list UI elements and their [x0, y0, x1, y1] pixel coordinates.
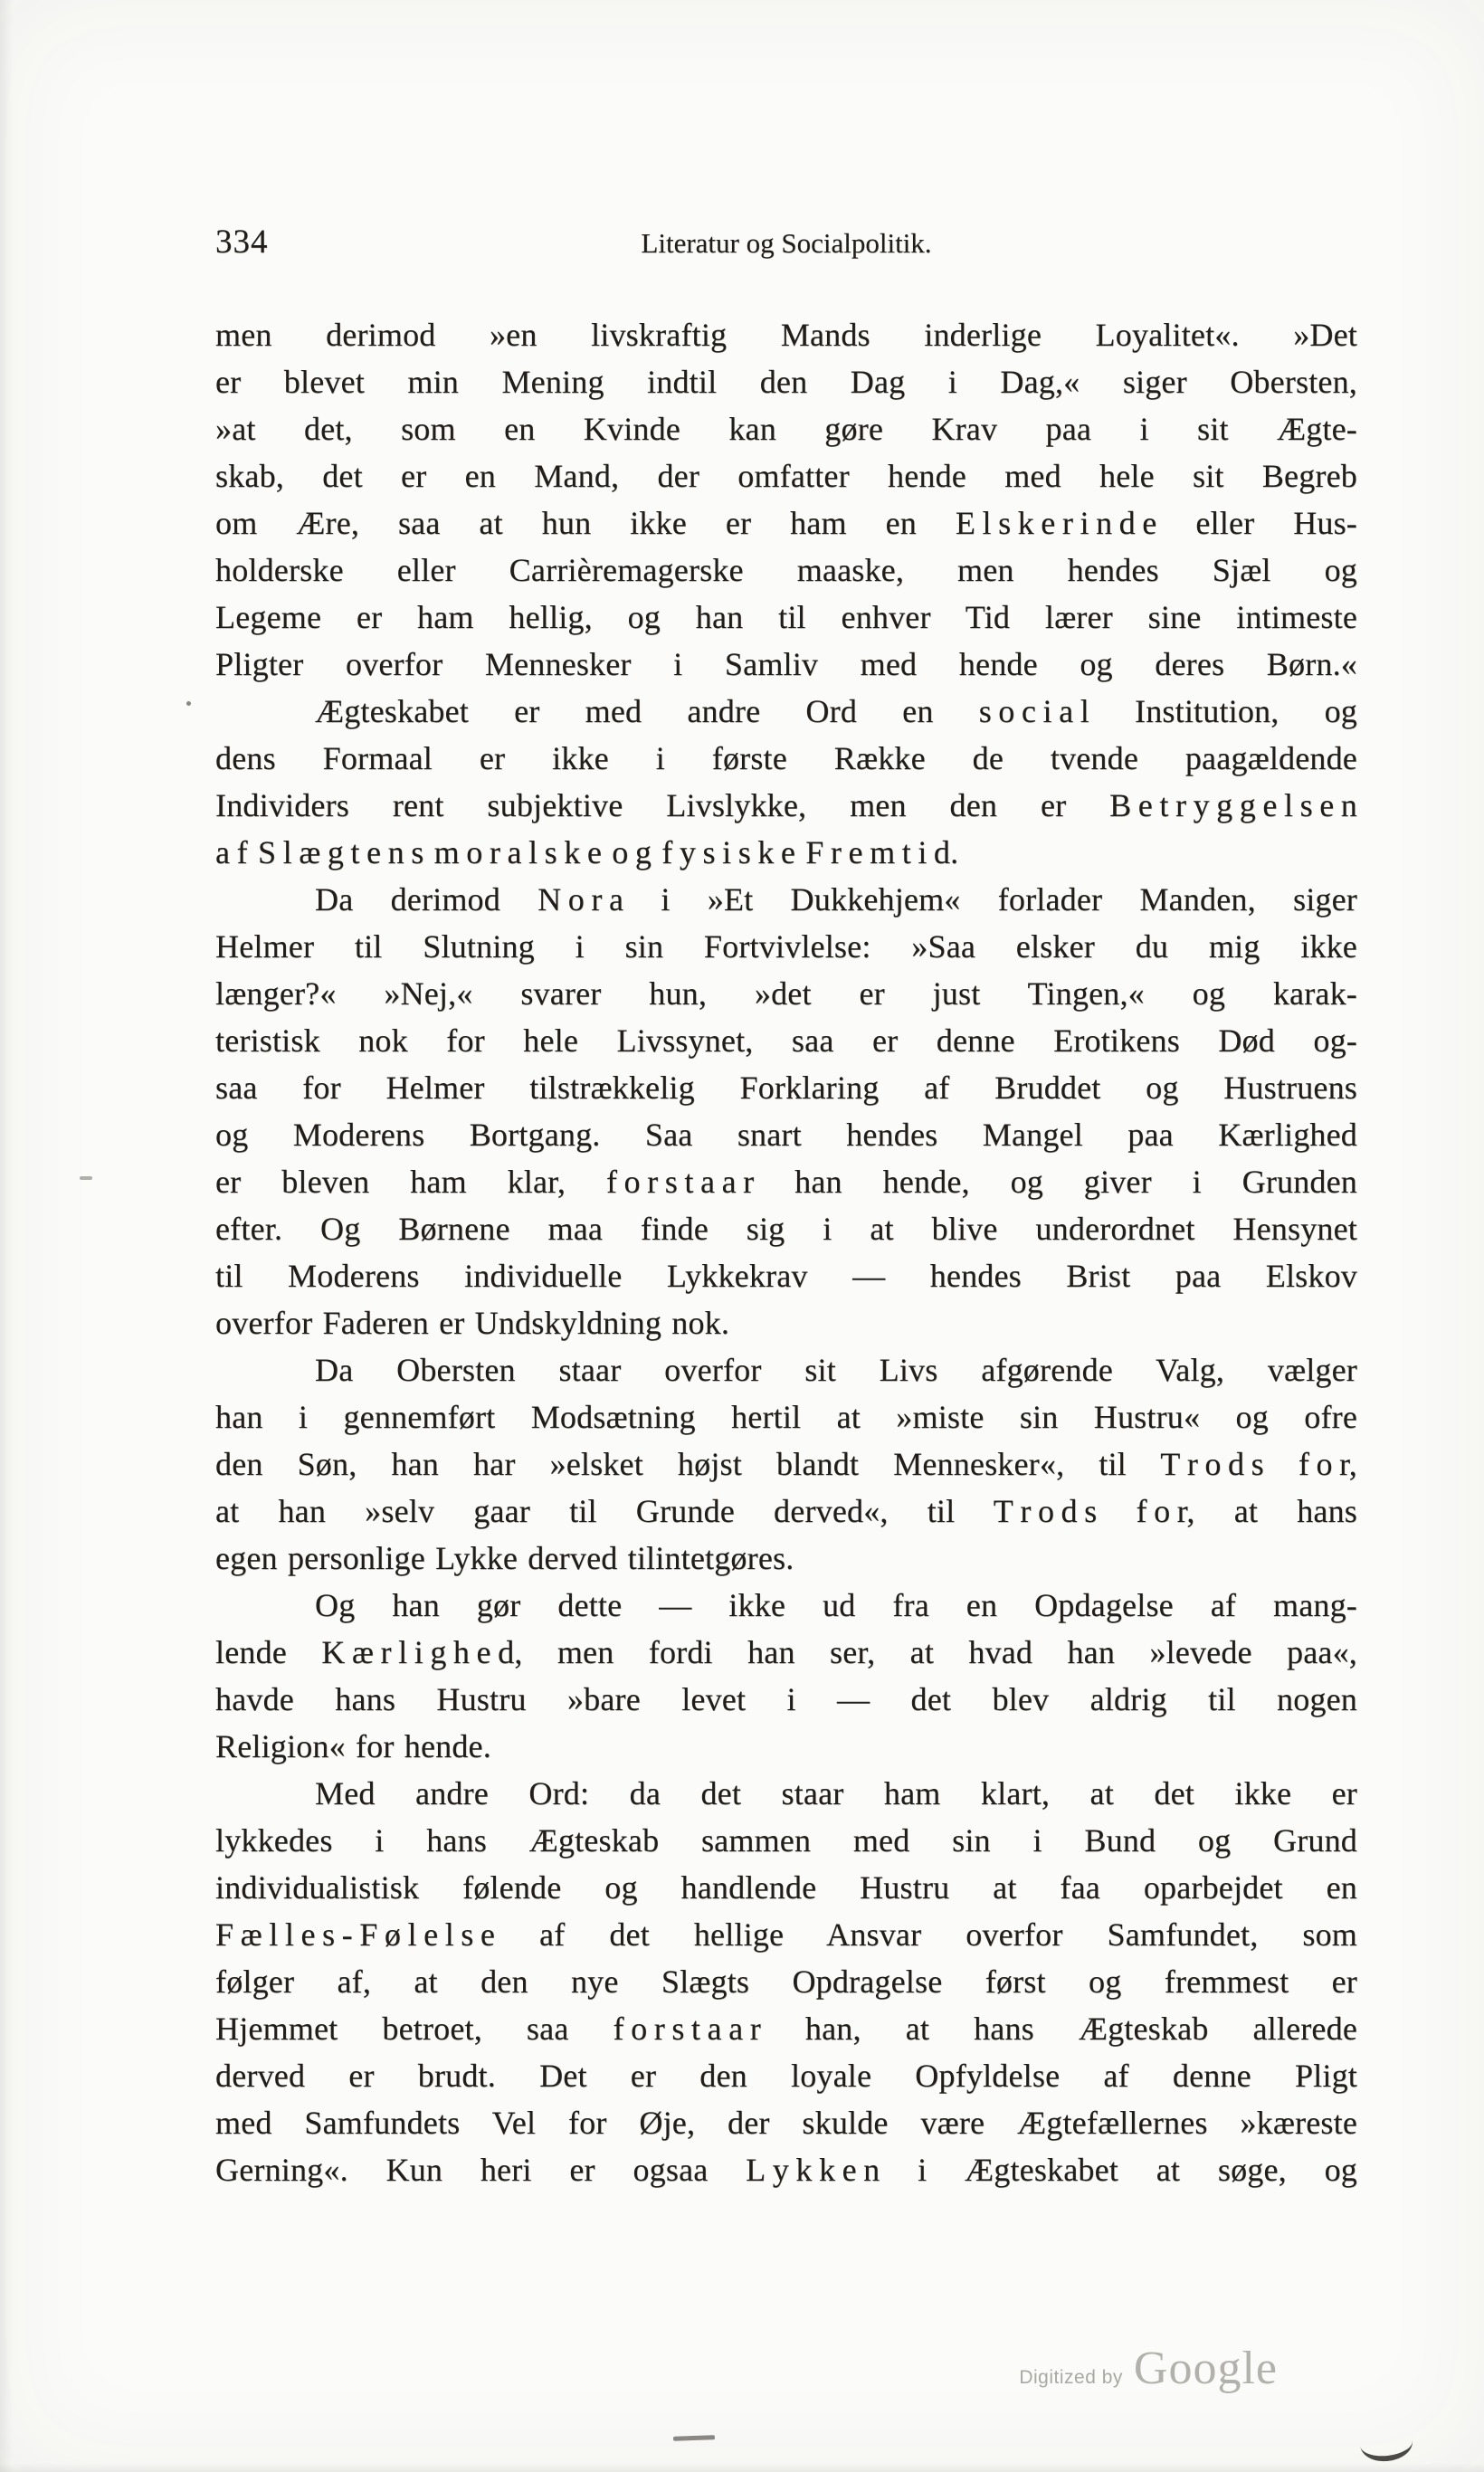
text-line: er bleven ham klar, f o r s t a a r han hende, og giver i Grunden: [215, 1164, 1357, 1200]
google-logo: Google: [1133, 2343, 1278, 2394]
text-line: lende K æ r l i g h e d, men fordi han ser, at hvad han »levede paa«,: [215, 1634, 1357, 1670]
text-line: men derimod »en livskraftig Mands inderlige Loyalitet«. »Det: [215, 317, 1357, 353]
scan-edge-shadow-bottom: [0, 2463, 1484, 2472]
scan-artifact-dash: [673, 2435, 715, 2441]
text-line: Religion« for hende.: [215, 1728, 491, 1764]
text-line: Da derimod N o r a i »Et Dukkehjem« forlader Manden, siger: [315, 881, 1357, 917]
paragraph: [215, 1582, 1357, 1770]
text-line: den Søn, han har »elsket højst blandt Mennesker«, til T r o d s f o r,: [215, 1446, 1357, 1482]
paragraph: [215, 1346, 1357, 1582]
text-line: egen personlige Lykke derved tilintetgøres.: [215, 1540, 794, 1576]
text-line: skab, det er en Mand, der omfatter hende med hele sit Begreb: [215, 458, 1357, 494]
text-line: derved er brudt. Det er den loyale Opfyldelse af denne Pligt: [215, 2058, 1357, 2094]
text-line: individualistisk følende og handlende Hustru at faa oparbejdet en: [215, 1869, 1357, 1906]
text-line: med Samfundets Vel for Øje, der skulde være Ægtefællernes »kæreste: [215, 2105, 1357, 2141]
text-line: »at det, som en Kvinde kan gøre Krav paa i sit Ægte-: [215, 411, 1357, 447]
text-line: saa for Helmer tilstrækkelig Forklaring af Bruddet og Hustruens: [215, 1070, 1357, 1106]
text-line: Da Obersten staar overfor sit Livs afgørende Valg, vælger: [315, 1352, 1357, 1388]
text-line: Gerning«. Kun heri er ogsaa L y k k e n i Ægteskabet at søge, og: [215, 2152, 1357, 2188]
text-line: overfor Faderen er Undskyldning nok.: [215, 1305, 730, 1341]
text-line: længer?« »Nej,« svarer hun, »det er just Tingen,« og karak-: [215, 975, 1357, 1012]
text-line: F æ l l e s - F ø l e l s e af det hellige Ansvar overfor Samfundet, som: [215, 1916, 1357, 1953]
text-line: og Moderens Bortgang. Saa snart hendes Mangel paa Kærlighed: [215, 1117, 1357, 1153]
text-line: følger af, at den nye Slægts Opdragelse først og fremmest er: [215, 1963, 1357, 2000]
text-line: efter. Og Børnene maa finde sig i at blive underordnet Hensynet: [215, 1211, 1357, 1247]
scan-speck: [186, 701, 191, 706]
paragraph: [215, 311, 1357, 688]
paragraph: [215, 688, 1357, 876]
digitized-by-label: Digitized by: [1019, 2367, 1123, 2388]
text-line: Legeme er ham hellig, og han til enhver Tid lærer sine intimeste: [215, 599, 1357, 635]
text-line: Helmer til Slutning i sin Fortvivlelse: »Saa elsker du mig ikke: [215, 928, 1357, 965]
text-line: er blevet min Mening indtil den Dag i Dag,« siger Obersten,: [215, 364, 1357, 400]
scan-artifact-corner-mark: [1360, 2439, 1414, 2464]
running-header: [215, 223, 1357, 266]
page-number: 334: [215, 223, 269, 261]
text-line: Med andre Ord: da det staar ham klart, at det ikke er: [315, 1775, 1357, 1811]
text-line: at han »selv gaar til Grunde derved«, til T r o d s f o r, at hans: [215, 1493, 1357, 1529]
text-line: om Ære, saa at hun ikke er ham en E l s k e r i n d e eller Hus-: [215, 505, 1357, 541]
scan-speck: [80, 1176, 92, 1180]
text-line: Og han gør dette — ikke ud fra en Opdagelse af mang-: [315, 1587, 1357, 1623]
text-line: til Moderens individuelle Lykkekrav — hendes Brist paa Elskov: [215, 1258, 1357, 1294]
digitization-watermark: [1019, 2342, 1278, 2395]
text-line: holderske eller Carrièremagerske maaske, men hendes Sjæl og: [215, 552, 1357, 588]
text-line: Hjemmet betroet, saa f o r s t a a r han, at hans Ægteskab allerede: [215, 2011, 1357, 2047]
paragraph: [215, 1770, 1357, 2193]
text-line: Individers rent subjektive Livslykke, men den er B e t r y g g e l s e n: [215, 787, 1357, 823]
text-line: Pligter overfor Mennesker i Samliv med hende og deres Børn.«: [215, 646, 1357, 682]
scan-edge-shadow-left: [0, 0, 13, 2472]
text-line: Ægteskabet er med andre Ord en s o c i a l Institution, og: [315, 693, 1357, 729]
text-line: teristisk nok for hele Livssynet, saa er denne Erotikens Død og-: [215, 1022, 1357, 1059]
paragraph: [215, 876, 1357, 1346]
page-body-text: [215, 311, 1357, 2193]
text-line: dens Formaal er ikke i første Række de tvende paagældende: [215, 740, 1357, 776]
header-title: Literatur og Socialpolitik.: [641, 227, 932, 259]
text-line: havde hans Hustru »bare levet i — det blev aldrig til nogen: [215, 1681, 1357, 1717]
text-line: lykkedes i hans Ægteskab sammen med sin i Bund og Grund: [215, 1822, 1357, 1859]
text-line: a f S l æ g t e n s m o r a l s k e o g f y s i s k e F r e m t i d.: [215, 834, 959, 870]
text-line: han i gennemført Modsætning hertil at »miste sin Hustru« og ofre: [215, 1399, 1357, 1435]
